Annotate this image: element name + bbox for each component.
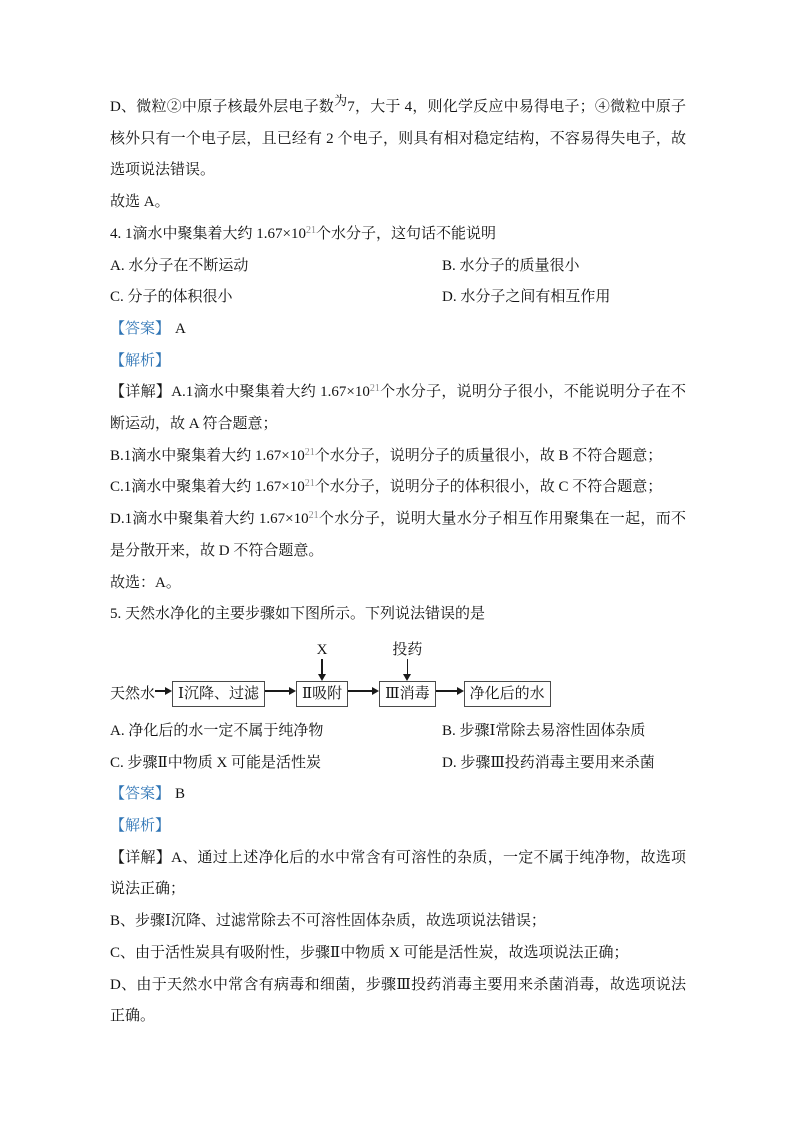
- down-arrow-icon: [318, 659, 326, 681]
- q5-detail-b: B、步骤Ⅰ沉降、过滤常除去不可溶性固体杂质，故选项说法错误；: [110, 913, 546, 930]
- q5-option-c: C. 步骤Ⅱ中物质 X 可能是活性炭: [110, 754, 322, 771]
- question-4-options: [110, 251, 686, 314]
- prev-answer-conclusion: 故选 A。: [110, 194, 170, 211]
- q4-analysis-label: 【解析】: [110, 352, 171, 369]
- q4-stem-pre: 4. 1滴水中聚集着大约 1.67×10: [110, 225, 306, 242]
- diagram-step1-station: [172, 681, 265, 707]
- raised-char: 为: [334, 93, 348, 108]
- diagram-dose-label: 投药: [392, 641, 423, 658]
- q4-detail-d-pre: D.1滴水中聚集着大约 1.67×10: [110, 511, 309, 528]
- q4-detail-c: [110, 472, 686, 504]
- diagram-x-label: X: [316, 641, 328, 658]
- diagram-step2-station: [296, 642, 348, 707]
- q4-detail-a-pre: 【详解】A.1滴水中聚集着大约 1.67×10: [110, 384, 370, 401]
- document-content: [110, 92, 686, 1033]
- prev-explanation-text-pre: D、微粒②中原子核最外层电子数: [110, 99, 335, 115]
- q4-detail-c-pre: C.1滴水中聚集着大约 1.67×10: [110, 479, 305, 496]
- right-arrow-icon: [348, 687, 379, 695]
- exponent-21: 21: [305, 224, 316, 236]
- q4-answer-label: 【答案】: [110, 320, 171, 337]
- right-arrow-icon: [265, 687, 296, 695]
- q4-answer-value: A: [175, 320, 186, 337]
- down-arrow-icon: [403, 659, 411, 681]
- right-arrow-icon: [155, 687, 172, 695]
- right-arrow-icon: [436, 687, 464, 695]
- q4-detail-b: [110, 441, 686, 473]
- q5-answer-label: 【答案】: [110, 786, 171, 803]
- diagram-box-settle-filter: Ⅰ沉降、过滤: [172, 681, 265, 707]
- q4-option-b: B. 水分子的质量很小: [442, 257, 580, 274]
- diagram-box-purified-water: 净化后的水: [464, 681, 551, 707]
- diagram-source-label: 天然水: [110, 685, 156, 702]
- exponent-21: 21: [304, 446, 315, 458]
- q4-answer-line: [110, 314, 686, 346]
- question-5-stem: 5. 天然水净化的主要步骤如下图所示。下列说法错误的是: [110, 606, 486, 623]
- question-4-stem: [110, 219, 686, 251]
- q4-conclusion: 故选：A。: [110, 574, 181, 591]
- q4-detail-b-post: 个水分子，说明分子的质量很小，故 B 不符合题意；: [314, 447, 663, 464]
- q5-answer-line: [110, 779, 686, 811]
- diagram-step3-station: [379, 642, 435, 707]
- q5-detail-d: D、由于天然水中常含有病毒和细菌，步骤Ⅲ投药消毒主要用来杀菌消毒，故选项说法正确。: [110, 976, 686, 1025]
- diagram-box-disinfect: Ⅲ消毒: [379, 681, 435, 707]
- q4-detail-a-post: 个水分子，说明分子很小，不能说明分子在不断运动，故 A 符合题意；: [110, 384, 686, 433]
- q4-detail-a: [110, 377, 686, 440]
- q4-analysis-line: [110, 346, 686, 378]
- q4-option-d: D. 水分子之间有相互作用: [442, 289, 611, 306]
- diagram-box-adsorb: Ⅱ吸附: [296, 681, 348, 707]
- q5-option-b: B. 步骤Ⅰ常除去易溶性固体杂质: [442, 722, 646, 739]
- exponent-21: 21: [308, 510, 319, 522]
- exponent-21: 21: [304, 478, 315, 490]
- prev-explanation-text-post: 7，大于 4，则化学反应中易得电子；④微粒中原子核外只有一个电子层，且已经有 2 个电子，则具有相对稳定结构，不容易得失电子，故选项说法错误。: [110, 99, 686, 179]
- q4-detail-d-post: 个水分子，说明大量水分子相互作用聚集在一起，而不是分散开来，故 D 不符合题意。: [110, 511, 686, 559]
- q5-detail-c: C、由于活性炭具有吸附性，步骤Ⅱ中物质 X 可能是活性炭，故选项说法正确；: [110, 944, 629, 961]
- q4-detail-d: [110, 504, 686, 567]
- diagram-output-station: [464, 681, 551, 707]
- q5-option-d: D. 步骤Ⅲ投药消毒主要用来杀菌: [442, 754, 655, 771]
- q4-option-a: A. 水分子在不断运动: [110, 257, 249, 274]
- q5-answer-value: B: [175, 786, 186, 803]
- q4-detail-c-post: 个水分子，说明分子的体积很小，故 C 不符合题意；: [314, 479, 663, 496]
- q5-option-a: A. 净化后的水一定不属于纯净物: [110, 722, 324, 739]
- q4-option-c: C. 分子的体积很小: [110, 289, 233, 306]
- exponent-21: 21: [369, 383, 380, 395]
- question-5-options: [110, 716, 686, 779]
- water-purification-flow-diagram: [110, 637, 686, 707]
- q5-analysis-line: [110, 811, 686, 843]
- diagram-source-station: [110, 681, 155, 707]
- prev-answer-explanation: [110, 92, 686, 187]
- q4-detail-b-pre: B.1滴水中聚集着大约 1.67×10: [110, 447, 305, 464]
- q4-stem-post: 个水分子，这句话不能说明: [315, 225, 496, 242]
- q5-analysis-label: 【解析】: [110, 818, 171, 835]
- q5-detail-a: 【详解】A、通过上述净化后的水中常含有可溶性的杂质，一定不属于纯净物，故选项说法正确；: [110, 849, 686, 898]
